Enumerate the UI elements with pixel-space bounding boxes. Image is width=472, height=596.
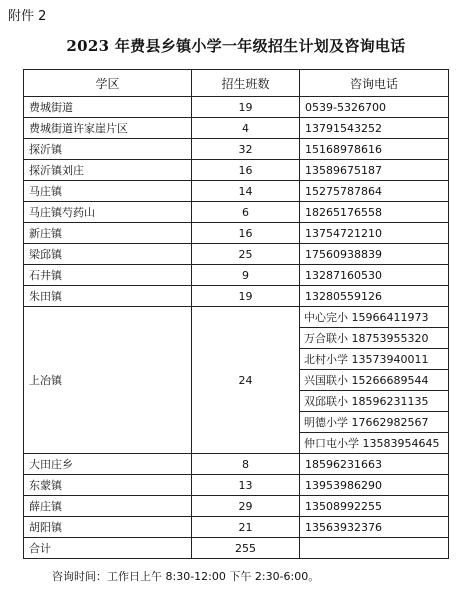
column-header-classes: 招生班数 bbox=[192, 70, 300, 97]
column-header-phone: 咨询电话 bbox=[300, 70, 449, 97]
phone-cell: 15275787864 bbox=[300, 181, 449, 202]
phone-cell: 0539-5326700 bbox=[300, 97, 449, 118]
district-cell: 梁邱镇 bbox=[24, 244, 192, 265]
table-header-row bbox=[24, 70, 449, 97]
classes-cell: 21 bbox=[192, 517, 300, 538]
district-cell: 探沂镇 bbox=[24, 139, 192, 160]
district-cell: 东蒙镇 bbox=[24, 475, 192, 496]
enrollment-table bbox=[23, 69, 449, 559]
school-phone-cell: 北村小学 13573940011 bbox=[300, 349, 449, 370]
phone-cell: 13563932376 bbox=[300, 517, 449, 538]
phone-cell: 18265176558 bbox=[300, 202, 449, 223]
classes-cell: 19 bbox=[192, 97, 300, 118]
table-row bbox=[24, 265, 449, 286]
table-row bbox=[24, 496, 449, 517]
district-cell: 新庄镇 bbox=[24, 223, 192, 244]
table-row bbox=[24, 286, 449, 307]
classes-cell: 24 bbox=[192, 307, 300, 454]
classes-cell: 25 bbox=[192, 244, 300, 265]
table-row bbox=[24, 244, 449, 265]
district-cell: 薛庄镇 bbox=[24, 496, 192, 517]
phone-cell: 13287160530 bbox=[300, 265, 449, 286]
table-row bbox=[24, 475, 449, 496]
table-row bbox=[24, 139, 449, 160]
table-row bbox=[24, 454, 449, 475]
classes-cell: 29 bbox=[192, 496, 300, 517]
phone-cell: 18596231663 bbox=[300, 454, 449, 475]
phone-cell: 17560938839 bbox=[300, 244, 449, 265]
column-header-district: 学区 bbox=[24, 70, 192, 97]
district-cell: 朱田镇 bbox=[24, 286, 192, 307]
classes-cell: 16 bbox=[192, 160, 300, 181]
classes-cell: 6 bbox=[192, 202, 300, 223]
district-cell: 上冶镇 bbox=[24, 307, 192, 454]
consultation-hours-note: 咨询时间：工作日上午 8:30-12:00 下午 2:30-6:00。 bbox=[52, 570, 320, 583]
school-phone-cell: 中心完小 15966411973 bbox=[300, 307, 449, 328]
district-cell: 胡阳镇 bbox=[24, 517, 192, 538]
table-row bbox=[24, 517, 449, 538]
phone-cell: 13589675187 bbox=[300, 160, 449, 181]
classes-cell: 4 bbox=[192, 118, 300, 139]
phone-cell: 15168978616 bbox=[300, 139, 449, 160]
classes-cell: 255 bbox=[192, 538, 300, 559]
classes-cell: 9 bbox=[192, 265, 300, 286]
school-phone-cell: 明德小学 17662982567 bbox=[300, 412, 449, 433]
table-row bbox=[24, 118, 449, 139]
phone-cell: 13508992255 bbox=[300, 496, 449, 517]
table-row bbox=[24, 223, 449, 244]
classes-cell: 8 bbox=[192, 454, 300, 475]
classes-cell: 16 bbox=[192, 223, 300, 244]
phone-cell: 13280559126 bbox=[300, 286, 449, 307]
attachment-label: 附件 2 bbox=[8, 9, 47, 24]
phone-cell: 13791543252 bbox=[300, 118, 449, 139]
district-cell: 费城街道许家崖片区 bbox=[24, 118, 192, 139]
classes-cell: 19 bbox=[192, 286, 300, 307]
school-phone-cell: 兴国联小 15266689544 bbox=[300, 370, 449, 391]
phone-cell bbox=[300, 538, 449, 559]
table-row bbox=[24, 160, 449, 181]
district-cell: 大田庄乡 bbox=[24, 454, 192, 475]
table-row bbox=[24, 181, 449, 202]
phone-cell: 13953986290 bbox=[300, 475, 449, 496]
classes-cell: 13 bbox=[192, 475, 300, 496]
phone-cell: 13754721210 bbox=[300, 223, 449, 244]
school-phone-cell: 双邱联小 18596231135 bbox=[300, 391, 449, 412]
district-cell: 马庄镇芍药山 bbox=[24, 202, 192, 223]
district-cell: 石井镇 bbox=[24, 265, 192, 286]
district-cell: 费城街道 bbox=[24, 97, 192, 118]
district-cell: 探沂镇刘庄 bbox=[24, 160, 192, 181]
school-phone-cell: 仲口屯小学 13583954645 bbox=[300, 433, 449, 454]
total-row bbox=[24, 538, 449, 559]
school-phone-cell: 万合联小 18753955320 bbox=[300, 328, 449, 349]
district-cell: 马庄镇 bbox=[24, 181, 192, 202]
table-row bbox=[24, 307, 449, 328]
classes-cell: 32 bbox=[192, 139, 300, 160]
table-row bbox=[24, 202, 449, 223]
table-row bbox=[24, 97, 449, 118]
page-title: 2023 年费县乡镇小学一年级招生计划及咨询电话 bbox=[66, 37, 406, 55]
classes-cell: 14 bbox=[192, 181, 300, 202]
district-cell: 合计 bbox=[24, 538, 192, 559]
